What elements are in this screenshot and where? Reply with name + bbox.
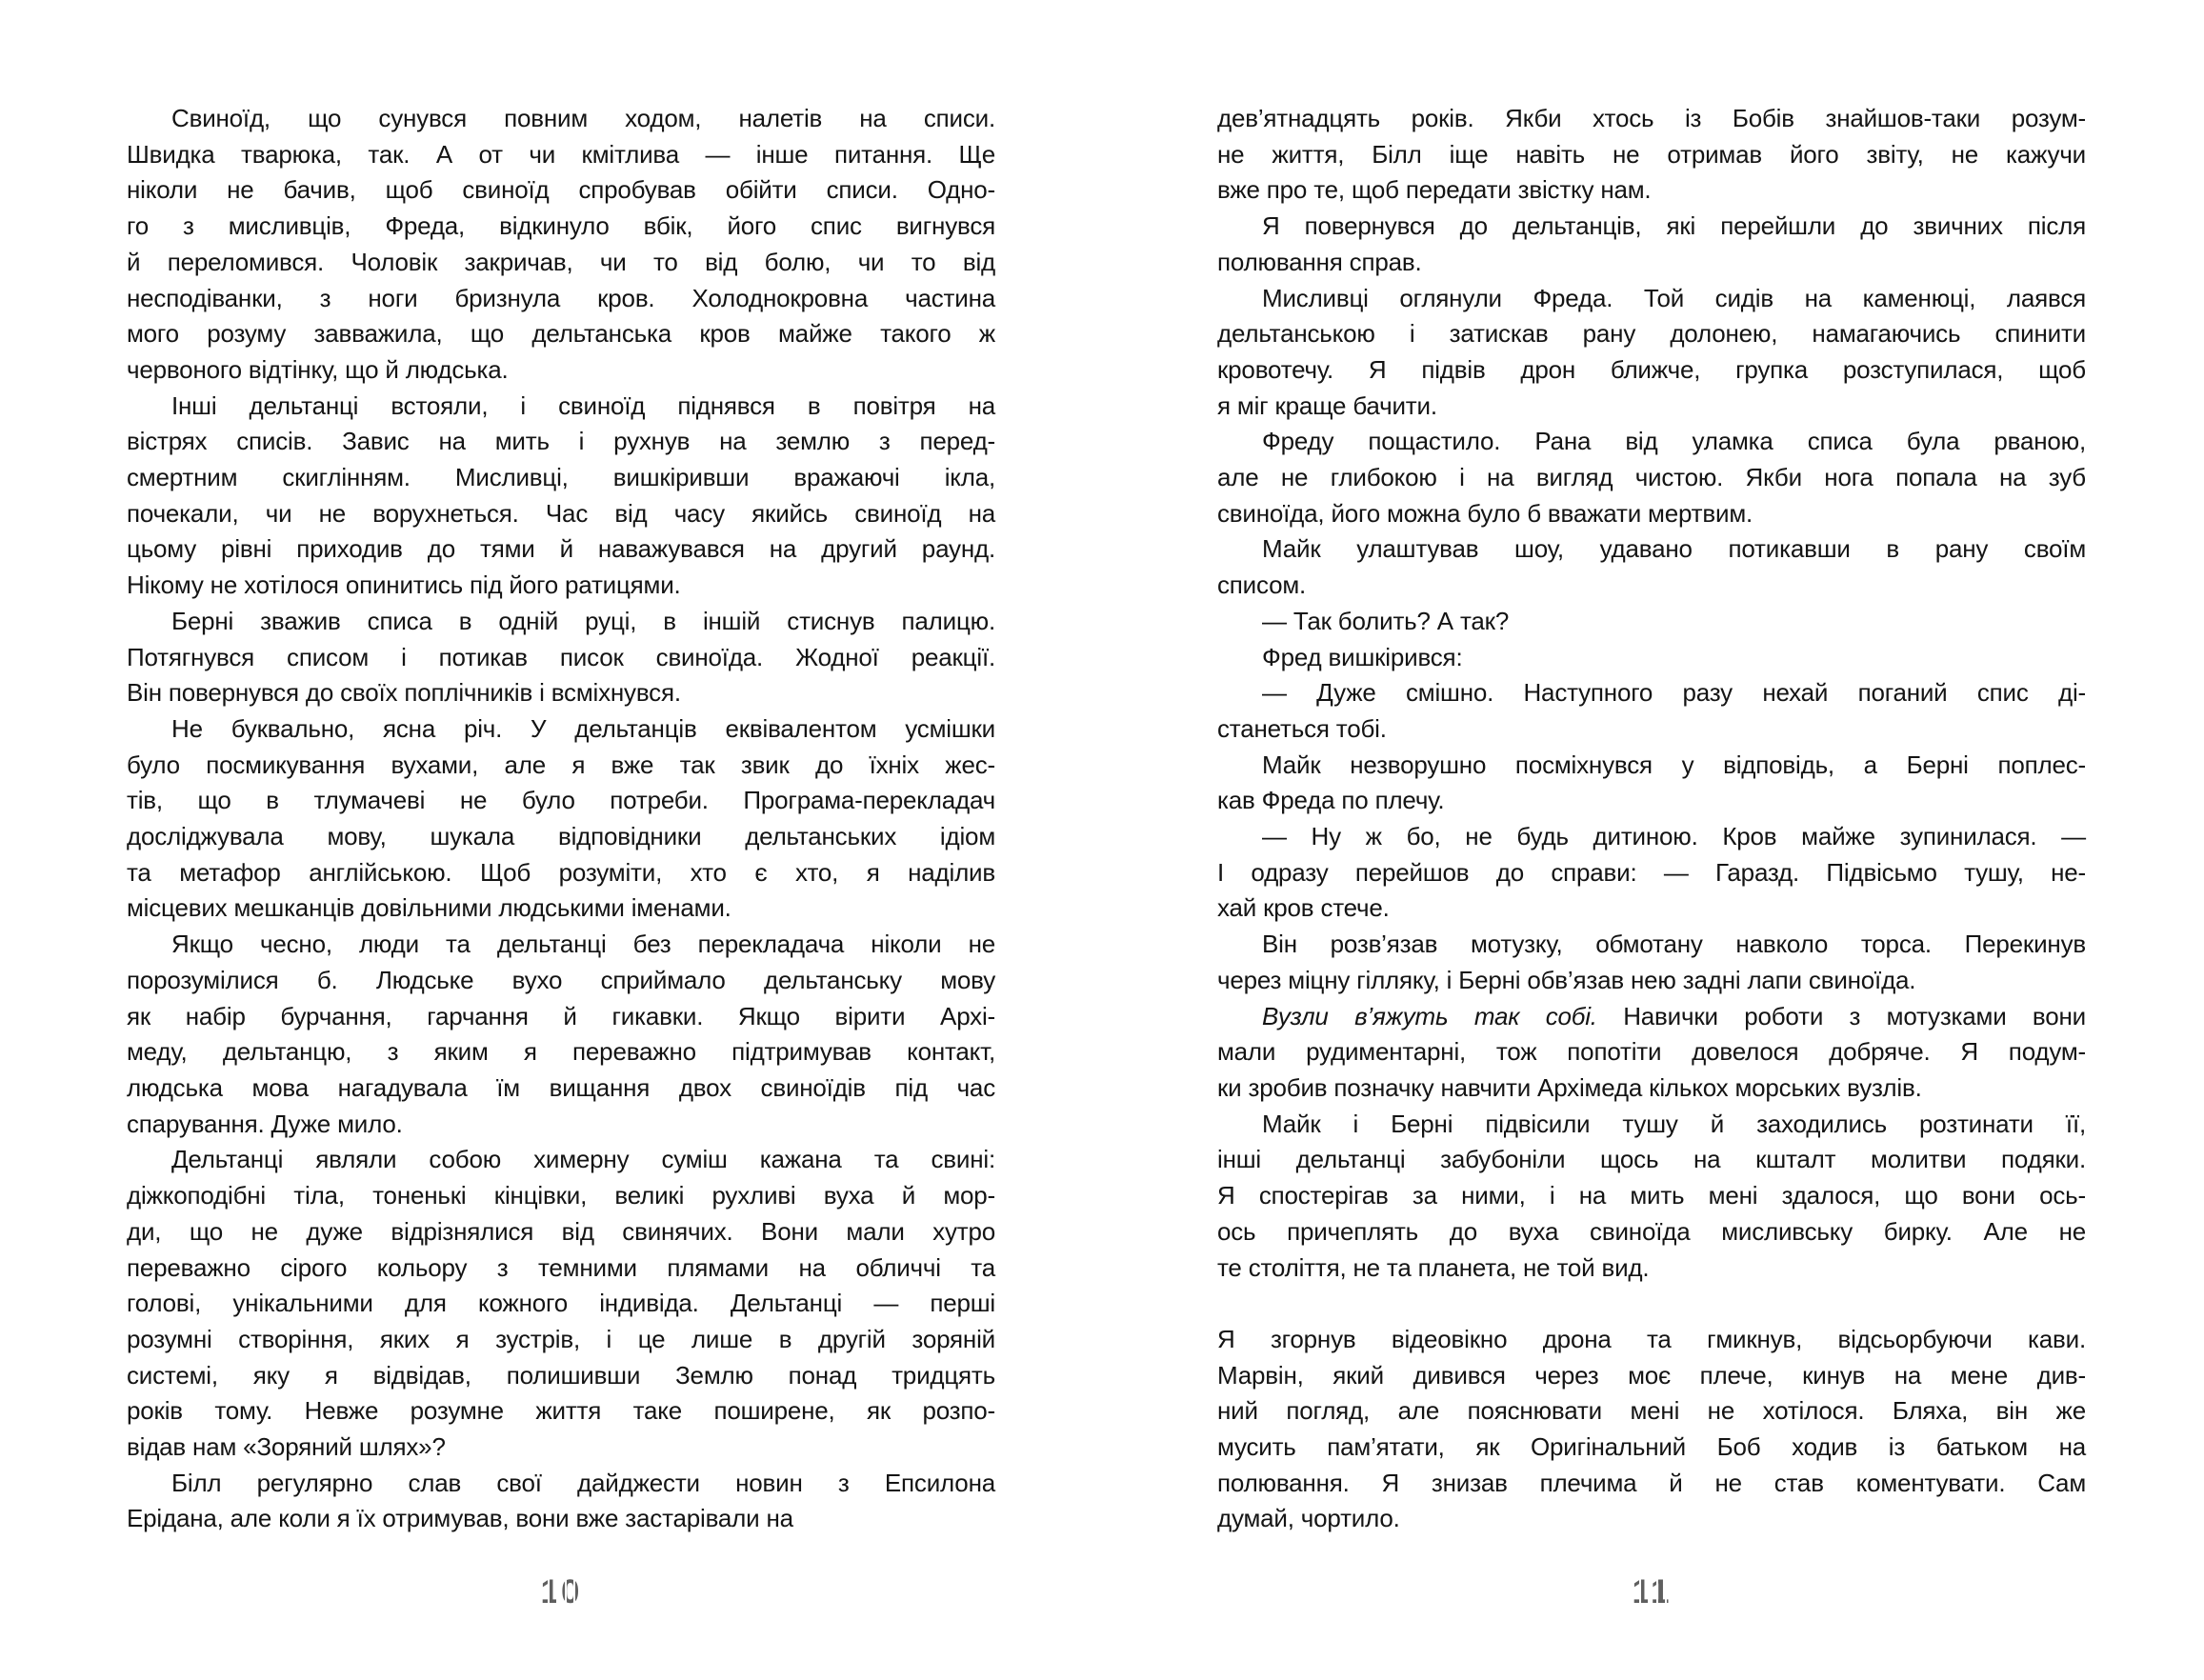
text-line: кав Фреда по плечу.	[1217, 786, 1445, 815]
paragraph	[1217, 748, 2086, 819]
text-line: го з мисливців, Фреда, відкинуло вбік, його спис вигнувся	[127, 211, 995, 241]
text-line: Берні зважив списа в одній руці, в іншій стиснув палицю.	[171, 606, 995, 635]
text-line: Він розв’язав мотузку, обмотану навколо торса. Перекинув	[1262, 930, 2086, 959]
text-line: було посмикування вухами, але я вже так звик до їхніх жес-	[127, 750, 995, 779]
text-line: списом.	[1217, 570, 1307, 600]
paragraph	[127, 389, 995, 604]
text-line: я міг краще бачити.	[1217, 390, 1437, 420]
text-line: дельтанською і затискав рану долонею, намагаючись спинити	[1217, 319, 2086, 349]
text-line: Він повернувся до своїх поплічників і всміхнувся.	[127, 678, 681, 708]
text-line: думай, чортило.	[1217, 1504, 1400, 1533]
text-line: Я спостерігав за ними, і на мить мені здалося, що вони ось-	[1217, 1181, 2086, 1210]
paragraph	[1217, 101, 2086, 209]
text-line: Майк і Берні підвісили тушу й заходились розтинати її,	[1262, 1109, 2086, 1138]
text-line: Я повернувся до дельтанців, які перейшли до звичних після	[1262, 211, 2086, 241]
paragraph	[127, 101, 995, 389]
paragraph	[1217, 927, 2086, 998]
text-line: полювання. Я знизав плечима й не став коментувати. Сам	[1217, 1468, 2086, 1497]
text-line: полювання справ.	[1217, 247, 1422, 276]
paragraph	[127, 927, 995, 1142]
text-line: червоного відтінку, що й людська.	[127, 354, 509, 384]
text-line: кровотечу. Я підвів дрон ближче, групка розступилася, щоб	[1217, 354, 2086, 384]
text-line: — Ну ж бо, не будь дитиною. Кров майже зупинилася. —	[1262, 822, 2086, 851]
text-line: станеться тобі.	[1217, 713, 1387, 743]
text-line: але не глибокою і на вигляд чистою. Якби нога попала на зуб	[1217, 463, 2086, 492]
text-line: ось причеплять до вуха свиноїда мисливську бирку. Але не	[1217, 1216, 2086, 1246]
text-line: через міцну гілляку, і Берні обв’язав нею задні лапи свиноїда.	[1217, 965, 1916, 994]
paragraph	[127, 711, 995, 927]
text-line: Інші дельтанці встояли, і свиноїд піднявся в повітря на	[171, 390, 995, 420]
paragraph	[1217, 531, 2086, 603]
paragraph	[1217, 604, 2086, 640]
text-line: вістрях списів. Завис на мить і рухнув на землю з перед-	[127, 427, 995, 456]
text-line: системі, яку я відвідав, полишивши Землю понад тридцять	[127, 1360, 995, 1390]
text-line: мали рудиментарні, тож попотіти довелося добряче. Я подум-	[1217, 1037, 2086, 1067]
text-line: хай кров стече.	[1217, 893, 1390, 923]
text-line: Майк незворушно посміхнувся у відповідь, а Берні поплес-	[1262, 750, 2086, 779]
paragraph	[127, 1142, 995, 1465]
text-line: мого розуму завважила, що дельтанська кров майже такого ж	[127, 319, 995, 349]
text-line: порозумілися б. Людське вухо сприймало дельтанську мову	[127, 965, 995, 994]
text-line: Свиноїд, що сунувся повним ходом, налетів на списи.	[171, 104, 995, 132]
paragraph	[1217, 675, 2086, 747]
text-line: І одразу перейшов до справи: — Гаразд. Підвісьмо тушу, не-	[1217, 857, 2086, 887]
paragraph	[127, 604, 995, 711]
text-line: Дельтанці являли собою химерну суміш кажана та свині:	[171, 1145, 995, 1174]
text-line: мусить пам’ятати, як Оригінальний Боб ходив із батьком на	[1217, 1432, 2086, 1461]
text-line: — Дуже смішно. Наступного разу нехай поганий спис ді-	[1262, 678, 2086, 708]
text-line: розумні створіння, яких я зустрів, і це лише в другій зоряній	[127, 1324, 995, 1353]
text-line: несподіванки, з ноги бризнула кров. Холоднокровна частина	[127, 283, 995, 312]
paragraph	[1217, 1107, 2086, 1287]
text-line: дев’ятнадцять років. Якби хтось із Бобів знайшов-таки розум-	[1217, 104, 2086, 132]
text-line: Потягнувся списом і потикав писок свиноїда. Жодної реакції.	[127, 642, 995, 671]
paragraph	[1217, 640, 2086, 676]
text-line: Марвін, який дивився через моє плече, кинув на мене див-	[1217, 1360, 2086, 1390]
text-line: цьому рівні приходив до тями й наважувався на другий раунд.	[127, 534, 995, 564]
text-segment: Навички роботи з мотузками вони	[1596, 1001, 2086, 1030]
paragraph	[1217, 1322, 2086, 1537]
paragraph	[1217, 281, 2086, 425]
paragraph	[127, 1466, 995, 1537]
page-number-right-value: 11	[1632, 1573, 1672, 1610]
text-line: та метафор англійською. Щоб розуміти, хто є хто, я наділив	[127, 857, 995, 887]
text-line: Швидка тварюка, так. А от чи кмітлива — інше питання. Ще	[127, 139, 995, 169]
text-line: людська мова нагадувала їм вищання двох свиноїдів під час	[127, 1072, 995, 1102]
text-line: переважно сірого кольору з темними плямами на обличчі та	[127, 1252, 995, 1282]
paragraph	[1217, 999, 2086, 1107]
text-line: те століття, не та планета, не той вид.	[1217, 1252, 1650, 1282]
paragraph	[1217, 424, 2086, 531]
text-line: ди, що не дуже відрізнялися від свинячих. Вони мали хутро	[127, 1216, 995, 1246]
text-line: Фред вишкірився:	[1262, 642, 1463, 671]
text-line: голові, унікальними для кожного індивіда. Дельтанці — перші	[127, 1289, 995, 1318]
text-line: не життя, Білл іще навіть не отримав його звіту, не кажучи	[1217, 139, 2086, 169]
text-line: Фреду пощастило. Рана від уламка списа була рваною,	[1262, 427, 2086, 456]
text-line: ний погляд, але пояснювати мені не хотілося. Бляха, він же	[1217, 1396, 2086, 1426]
text-line: спарування. Дуже мило.	[127, 1109, 403, 1138]
text-line: ніколи не бачив, щоб свиноїд спробував обійти списи. Одно-	[127, 175, 995, 205]
text-line: діжкоподібні тіла, тоненькі кінцівки, великі рухливі вуха й мор-	[127, 1181, 995, 1210]
text-line: смертним скиглінням. Мисливці, вишкіривши вражаючі ікла,	[127, 463, 995, 492]
text-line: вже про те, щоб передати звістку нам.	[1217, 175, 1652, 205]
text-line: ки зробив позначку навчити Архімеда кількох морських вузлів.	[1217, 1072, 1922, 1102]
text-line: й переломився. Чоловік закричав, чи то від болю, чи то від	[127, 247, 995, 276]
paragraph	[1217, 209, 2086, 280]
text-line: тів, що в тлумачеві не було потреби. Програма-перекладач	[127, 786, 995, 815]
text-line: свиноїда, його можна було б вважати мертвим.	[1217, 498, 1753, 528]
text-line: Я згорнув відеовікно дрона та гмикнув, відсьорбуючи кави.	[1217, 1324, 2086, 1353]
page-right-text-column	[1217, 101, 2086, 1537]
text-line: почекали, чи не ворухнеться. Час від часу якийсь свиноїд на	[127, 498, 995, 528]
text-line	[1217, 999, 2086, 1035]
page-left-text-column	[127, 101, 995, 1537]
text-line: меду, дельтанцю, з яким я переважно підтримував контакт,	[127, 1037, 995, 1067]
text-line: Мисливці оглянули Фреда. Той сидів на каменюці, лаявся	[1262, 283, 2086, 312]
text-line: Білл регулярно слав свої дайджести новин з Епсилона	[171, 1468, 995, 1497]
text-line: Нікому не хотілося опинитись під його ратицями.	[127, 570, 681, 600]
text-line: Ерідана, але коли я їх отримував, вони вже застарівали на	[127, 1504, 793, 1533]
italic-text-segment: Вузли в’яжуть так собі.	[1262, 1001, 1597, 1030]
text-line: досліджувала мову, шукала відповідники дельтанських ідіом	[127, 822, 995, 851]
paragraph	[1217, 819, 2086, 927]
text-line: інші дельтанці забубоніли щось на кшталт молитви подяки.	[1217, 1145, 2086, 1174]
text-line: як набір бурчання, гарчання й гикавки. Якщо вірити Архі-	[127, 1001, 995, 1030]
page-number-left	[127, 1573, 995, 1611]
text-line: відав нам «Зоряний шлях»?	[127, 1432, 446, 1462]
page-number-left-value: 10	[540, 1573, 582, 1610]
text-line: Майк улаштував шоу, удавано потикавши в рану своїм	[1262, 534, 2086, 564]
text-line: Якщо чесно, люди та дельтанці без перекладача ніколи не	[171, 930, 995, 959]
text-line: — Так болить? А так?	[1262, 606, 1510, 635]
text-line: років тому. Невже розумне життя таке поширене, як розпо-	[127, 1396, 995, 1426]
text-line: Не буквально, ясна річ. У дельтанців еквівалентом усмішки	[171, 713, 995, 743]
page-number-right	[1217, 1573, 2086, 1611]
text-line: місцевих мешканців довільними людськими іменами.	[127, 893, 731, 923]
